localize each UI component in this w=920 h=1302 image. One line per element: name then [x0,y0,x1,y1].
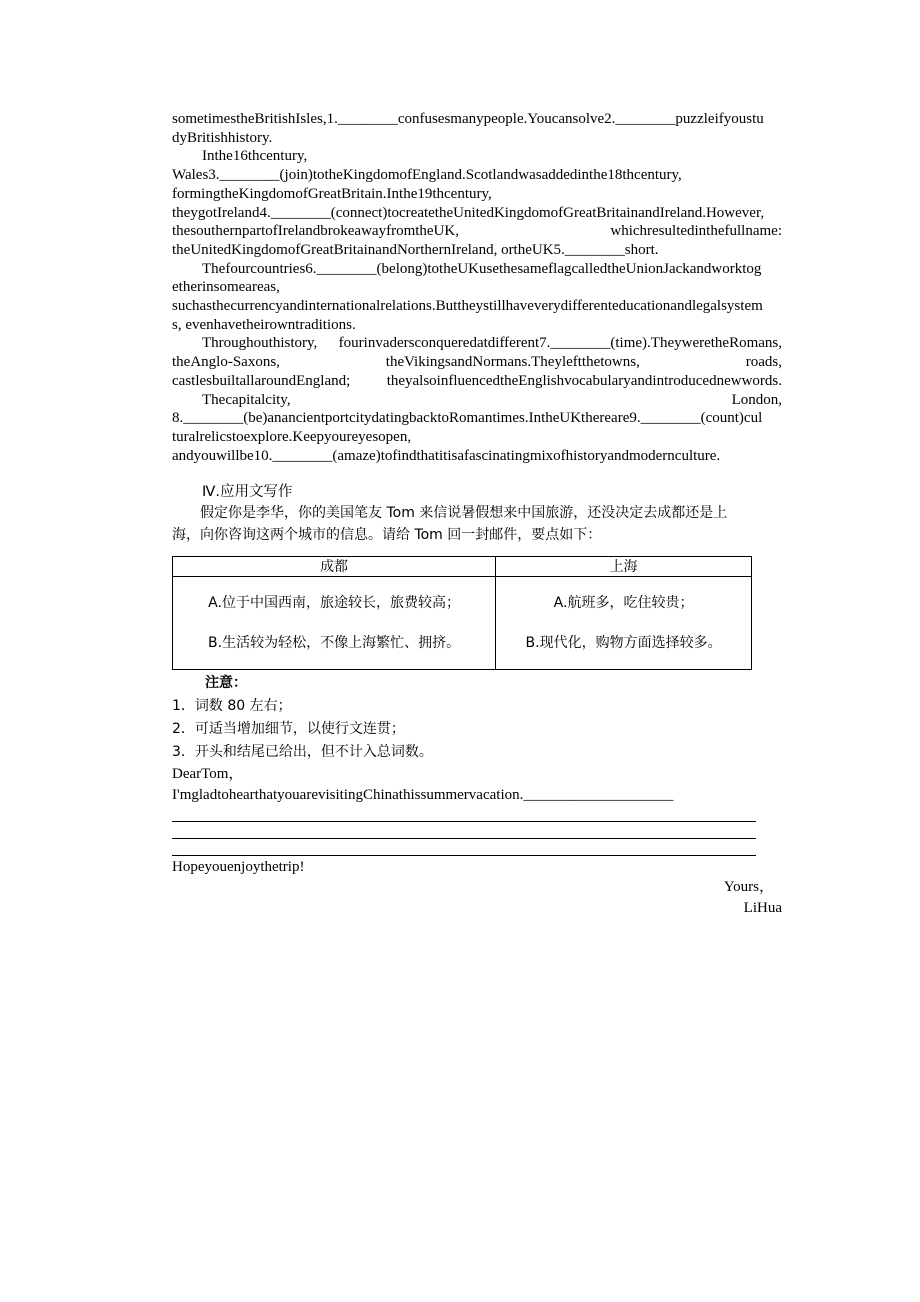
passage-line [172,391,782,410]
answer-line[interactable] [172,822,756,839]
table-point: B.现代化，购物方面选择较多。 [525,635,722,652]
passage-line: Wales3.________(join)totheKingdomofEngland.Scotlandwasaddedinthe18thcentury, [172,167,682,184]
table-point: A.航班多，吃住较贵； [553,595,694,612]
letter-opening: I'mgladtohearthatyouarevisitingChinathissummervacation.____________________ [172,786,674,803]
city-info-table [172,556,752,670]
passage-line: s, evenhavetheirowntraditions. [172,316,356,333]
note-item: 1．词数 80 左右； [172,698,292,715]
note-title: 注意： [205,675,247,692]
passage-line: suchasthecurrencyandinternationalrelations.Buttheystillhaveverydifferenteducationandlegalsystem [172,298,763,315]
table-cell-chengdu [173,577,496,670]
passage-line: castlesbuiltallaroundEngland; theyalsoinfluencedtheEnglishvocabularyandintroducednewwords. [172,372,782,389]
table-point: A.位于中国西南，旅途较长，旅费较高； [208,595,460,612]
passage-line: andyouwillbe10.________(amaze)tofindthatitisafascinatingmixofhistoryandmodernculture. [172,447,721,464]
answer-line[interactable] [172,839,756,856]
passage-fragment: roads, [745,354,782,371]
writing-prompt: 海，向你咨询这两个城市的信息。请给 Tom 回一封邮件，要点如下： [172,526,602,543]
passage-fragment: theVikingsandNormans.Theyleftthetowns, [385,354,640,371]
passage-line [172,222,782,241]
passage-line: Inthe16thcentury, [202,148,308,165]
passage-line: sometimestheBritishIsles,1.________confusesmanypeople.Youcansolve2.________puzzleifyoustu [172,111,764,127]
writing-prompt: 假定你是李华，你的美国笔友 Tom 来信说暑假想来中国旅游，还没决定去成都还是上 [200,505,728,522]
document-page [172,110,782,918]
note-item: 2．可适当增加细节，以使行文连贯； [172,720,405,737]
passage-fragment: London, [731,391,782,408]
passage-fragment: thesouthernpartofIrelandbrokeawayfromtheUK, [172,223,459,240]
note-item: 3．开头和结尾已给出，但不计入总词数。 [172,743,433,760]
passage-line: dyBritishhistory. [172,129,273,146]
section-title-text: Ⅳ.应用文写作 [202,484,293,501]
letter-signature: LiHua [743,900,782,917]
letter-greeting: DearTom， [172,766,244,783]
passage-line: Throughouthistory, fourinvadersconqueredatdifferent7.________(time).TheyweretheRomans, [202,335,782,352]
passage-line: formingtheKingdomofGreatBritain.Inthe19thcentury, [172,185,492,202]
table-header-shanghai: 上海 [496,557,752,577]
passage-line: turalrelicstoexplore.Keepyoureyesopen, [172,428,412,445]
table-point: B.生活较为轻松，不像上海繁忙、拥挤。 [208,635,461,652]
passage-line: theUnitedKingdomofGreatBritainandNorthernIreland, ortheUK5.________short. [172,241,659,258]
passage-line: 8.________(be)anancientportcitydatingbacktoRomantimes.IntheUKthereare9.________(count)cul [172,410,763,427]
table-cell-shanghai [496,577,752,670]
passage-fragment: theAnglo-Saxons, [172,354,280,371]
passage-line [172,353,782,372]
table-header-chengdu: 成都 [173,557,496,577]
passage-line: etherinsomeareas, [172,279,280,296]
letter-closing: Hopeyouenjoythetrip! [172,858,305,875]
passage-line: theygotIreland4.________(connect)tocreatetheUnitedKingdomofGreatBritainandIreland.However, [172,204,765,221]
letter-signoff: Yours， [723,879,774,896]
answer-line[interactable] [172,805,756,822]
passage-fragment: Thecapitalcity, [202,391,291,408]
passage-fragment: whichresultedinthefullname: [610,223,782,240]
section-title [172,483,782,502]
passage-line: Thefourcountries6.________(belong)totheUKusethesameflagcalledtheUnionJackandworktog [202,260,762,277]
